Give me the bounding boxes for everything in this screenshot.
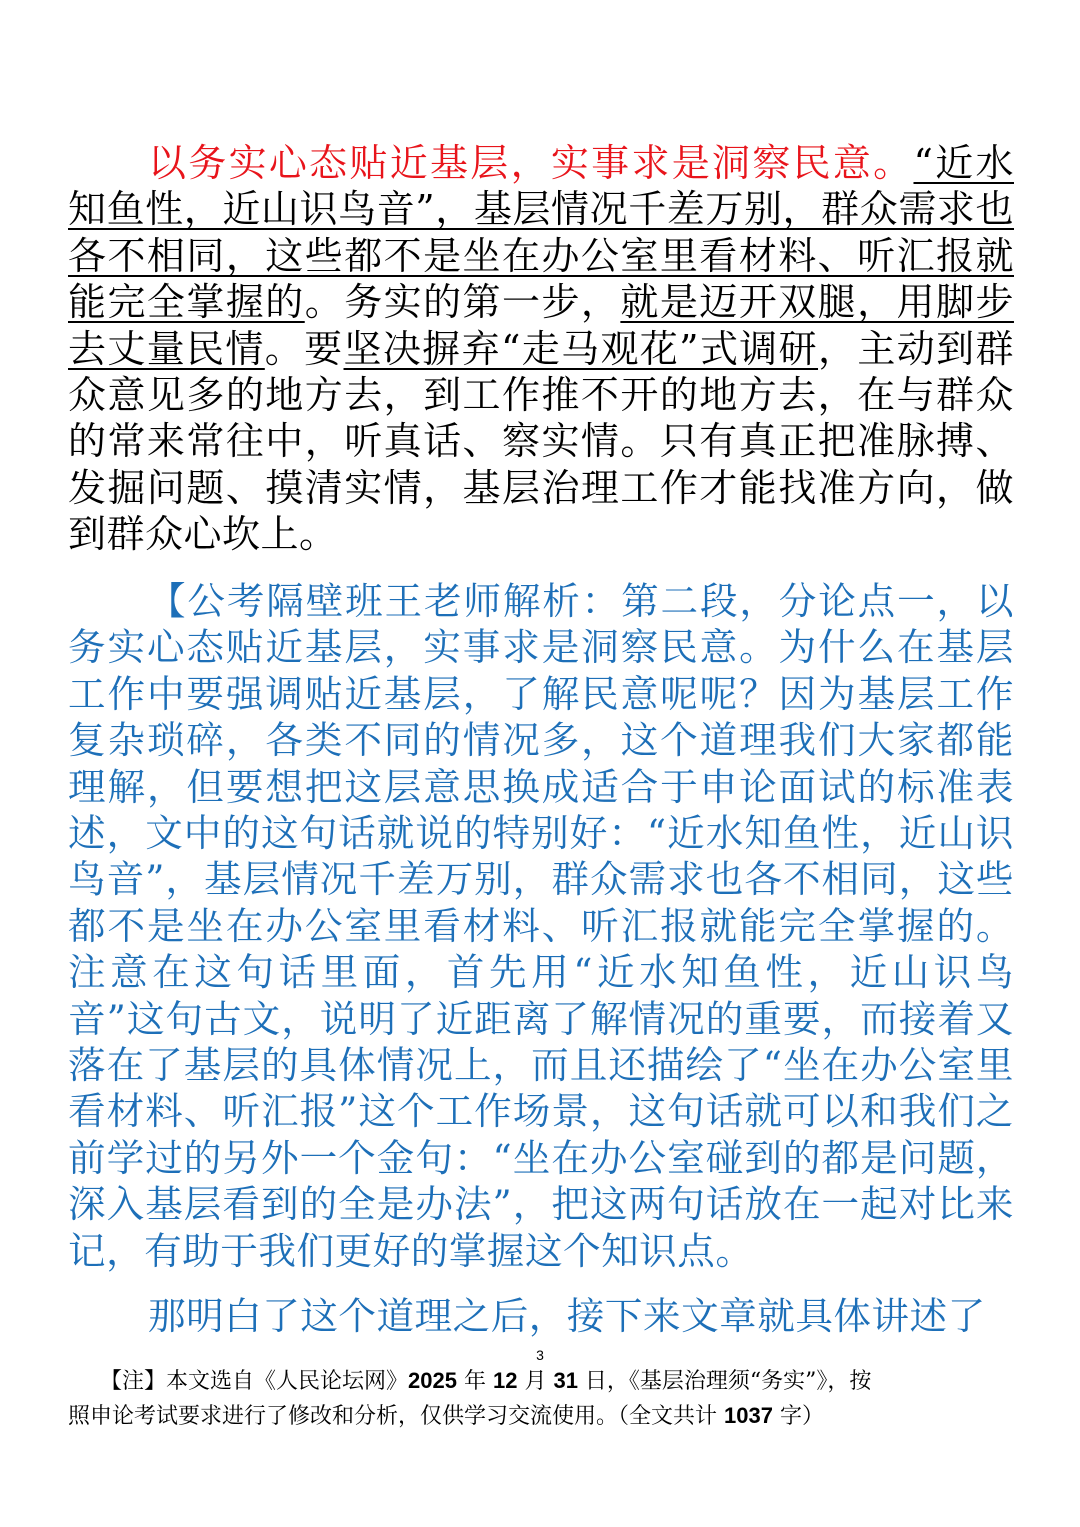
footnote	[68, 1364, 1014, 1434]
footnote-text: 日，《基层治理须“务实”》，按	[577, 1369, 872, 1394]
footnote-text: 照申论考试要求进行了修改和分析，仅供学习交流使用。（全文共计	[68, 1404, 724, 1429]
underlined-quote: “近水知鱼性，近山识鸟音”，基层情况千差万别，群众需求也各不相同，这些都不是坐在办公室里看材料、听汇报就能完全掌握的	[68, 141, 1014, 325]
body-text: 。要	[264, 326, 344, 371]
underlined-phrase: 就是迈开双腿，用脚步去丈量民情	[68, 280, 1014, 371]
transition-paragraph: 那明白了这个道理之后，接下来文章就具体讲述了	[148, 1294, 986, 1338]
footnote-text: 月	[517, 1369, 554, 1394]
footnote-word-count: 1037	[724, 1403, 773, 1428]
section-heading: 以务实心态贴近基层，实事求是洞察民意。	[148, 141, 914, 185]
footnote-text: 年	[456, 1369, 493, 1394]
footnote-text: 【注】本文选自《人民论坛网》	[100, 1369, 409, 1394]
footnote-line-2	[68, 1399, 1014, 1434]
underlined-phrase: 坚决摒弃“走马观花”式调研	[343, 326, 819, 371]
page-number: 3	[536, 1347, 544, 1363]
analysis-paragraph: 【公考隔壁班王老师解析：第二段，分论点一，以务实心态贴近基层，实事求是洞察民意。为什么在基层工作中要强调贴近基层，了解民意呢呢？因为基层工作复杂琐碎，各类不同的情况多，这个道理我们大家都能理解，但要想把这层意思换成适合于申论面试的标准表述，文中的这句话就说的特别好：“近水知鱼性，近山识鸟音”，基层情况千差万别，群众需求也各不相同，这些都不是坐在办公室里看材料、听汇报就能完全掌握的。注意在这句话里面，首先用“近水知鱼性，近山识鸟音”这句古文，说明了近距离了解情况的重要，而接着又落在了基层的具体情况上，而且还描绘了“坐在办公室里看材料、听汇报”这个工作场景，这句话就可以和我们之前学过的另外一个金句：“坐在办公室碰到的都是问题，深入基层看到的全是办法”，把这两句话放在一起对比来记，有助于我们更好的掌握这个知识点。	[68, 579, 1014, 1273]
body-text: 。务实的第一步，	[304, 280, 621, 325]
footnote-day: 31	[553, 1368, 578, 1393]
footnote-text: 字）	[772, 1404, 824, 1429]
footnote-month: 12	[492, 1368, 518, 1393]
footnote-year: 2025	[408, 1368, 457, 1393]
body-text: ，主动到群众意见多的地方去，到工作推不开的地方去，在与群众的常来常往中，听真话、察实情。只有真正把准脉搏、发掘问题、摸清实情，基层治理工作才能找准方向，做到群众心坎上。	[68, 326, 1014, 557]
body-paragraph	[68, 140, 1014, 565]
